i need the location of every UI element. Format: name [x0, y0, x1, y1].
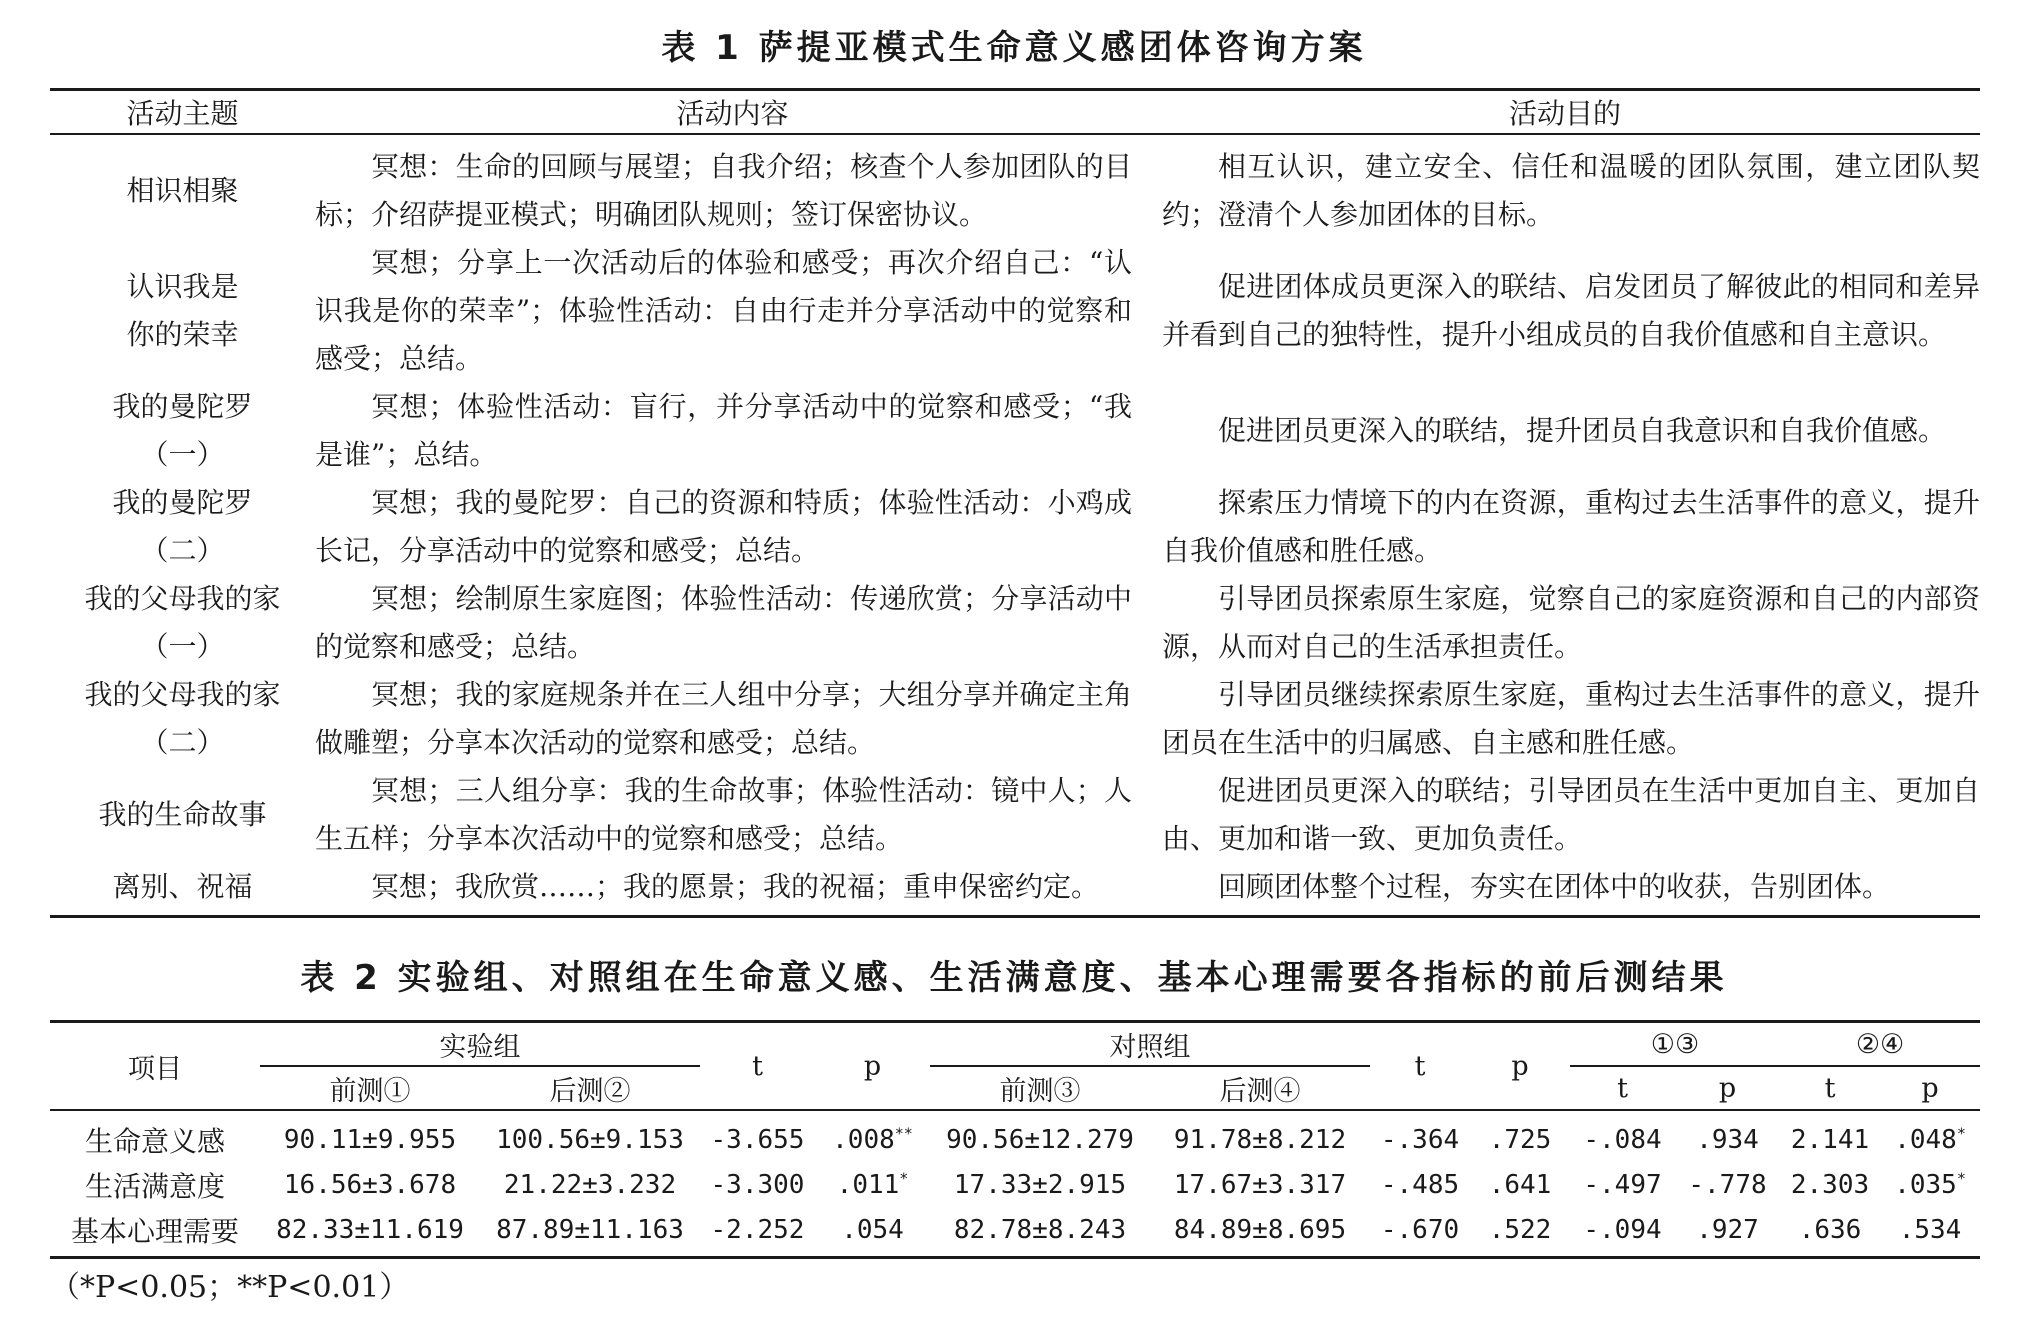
- header-experimental-group: 实验组: [260, 1022, 700, 1067]
- significance-note: （*P<0.05；**P<0.01）: [50, 1270, 410, 1305]
- table2-caption: 表 2 实验组、对照组在生命意义感、生活满意度、基本心理需要各指标的前后测结果: [300, 958, 1728, 998]
- pre-test-1: 82.33±11.619: [276, 1214, 464, 1245]
- p-compare-1-3: .934: [1696, 1124, 1759, 1155]
- activity-content: 冥想；绘制原生家庭图；体验性活动：传递欣赏；分享活动中的觉察和感受；总结。: [315, 582, 1132, 663]
- table1-row: [50, 575, 1980, 671]
- header-post-4: 后测④: [1150, 1066, 1370, 1110]
- post-test-4-cell: [1150, 1207, 1370, 1258]
- activity-goal: 探索压力情境下的内在资源，重构过去生活事件的意义，提升自我价值感和胜任感。: [1162, 486, 1980, 567]
- post-test-2: 87.89±11.163: [496, 1214, 684, 1245]
- activity-content: 冥想；我的曼陀罗：自己的资源和特质；体验性活动：小鸡成长记，分享活动中的觉察和感受；总结。: [315, 486, 1132, 567]
- item-label-cell: [50, 1207, 260, 1258]
- header-t-exp: t: [700, 1022, 815, 1111]
- header-t-13: t: [1570, 1066, 1675, 1110]
- header-p-13: p: [1675, 1066, 1780, 1110]
- post-test-4-cell: [1150, 1162, 1370, 1207]
- table1-row: [50, 239, 1980, 383]
- table1-caption: 表 1 萨提亚模式生命意义感团体咨询方案: [661, 28, 1367, 68]
- significance-mark: *: [1956, 1123, 1966, 1142]
- t-experimental-cell: [700, 1207, 815, 1258]
- pre-test-3: 82.78±8.243: [953, 1214, 1127, 1245]
- activity-theme-line: 我的生命故事: [98, 798, 267, 831]
- table2-row: [50, 1110, 1980, 1162]
- table1-row: [50, 671, 1980, 767]
- activity-theme-line: （一）: [140, 438, 225, 471]
- p-compare-2-4-cell: [1880, 1110, 1980, 1162]
- header-item: 项目: [50, 1022, 260, 1111]
- table2-row: [50, 1207, 1980, 1258]
- significance-mark: **: [894, 1123, 913, 1142]
- activity-goal: 促进团员更深入的联结，提升团员自我意识和自我价值感。: [1218, 414, 1947, 447]
- p-experimental-cell: [815, 1110, 930, 1162]
- p-compare-2-4-cell: [1880, 1207, 1980, 1258]
- header-t-24: t: [1780, 1066, 1880, 1110]
- table1-body: [50, 134, 1980, 917]
- activity-theme-line: 相识相聚: [126, 174, 239, 207]
- header-pre-3: 前测③: [930, 1066, 1150, 1110]
- activity-theme: [50, 671, 315, 767]
- t-control-cell: [1370, 1162, 1470, 1207]
- item-label-cell: [50, 1162, 260, 1207]
- p-control-cell: [1470, 1162, 1570, 1207]
- activity-content: 冥想；分享上一次活动后的体验和感受；再次介绍自己：“认识我是你的荣幸”；体验性活动：自由行走并分享活动中的觉察和感受；总结。: [315, 246, 1132, 375]
- header-compare-1-3: ①③: [1570, 1022, 1780, 1067]
- activity-content: 冥想；我的家庭规条并在三人组中分享；大组分享并确定主角做雕塑；分享本次活动的觉察和感受；总结。: [315, 678, 1132, 759]
- pre-test-1-cell: [260, 1110, 480, 1162]
- activity-goal: 引导团员继续探索原生家庭，重构过去生活事件的意义，提升团员在生活中的归属感、自主感和胜任感。: [1162, 678, 1980, 759]
- activity-theme: [50, 239, 315, 383]
- p-control: .725: [1488, 1124, 1552, 1155]
- item-label: 基本心理需要: [70, 1214, 239, 1248]
- post-test-2-cell: [480, 1110, 700, 1162]
- p-control: .641: [1488, 1169, 1552, 1200]
- activity-theme-line: （二）: [140, 534, 225, 567]
- t-experimental-cell: [700, 1110, 815, 1162]
- t-control: -.364: [1380, 1124, 1460, 1155]
- t-compare-1-3-cell: [1570, 1207, 1675, 1258]
- t-experimental: -2.252: [710, 1214, 805, 1245]
- activity-theme: [50, 767, 315, 863]
- item-label: 生活满意度: [84, 1169, 225, 1203]
- pre-test-1-cell: [260, 1162, 480, 1207]
- t-experimental: -3.300: [710, 1169, 805, 1200]
- p-compare-1-3: -.778: [1688, 1169, 1767, 1200]
- header-control-group: 对照组: [930, 1022, 1370, 1067]
- header-p-24: p: [1880, 1066, 1980, 1110]
- pre-test-3-cell: [930, 1207, 1150, 1258]
- p-experimental: .011: [836, 1169, 900, 1200]
- pre-test-1: 90.11±9.955: [283, 1124, 457, 1155]
- post-test-2: 21.22±3.232: [503, 1169, 677, 1200]
- activity-content: 冥想；我欣赏……；我的愿景；我的祝福；重申保密约定。: [315, 863, 1150, 917]
- t-compare-2-4-cell: [1780, 1110, 1880, 1162]
- header-pre-1: 前测①: [260, 1066, 480, 1110]
- activity-theme-line: 认识我是: [126, 270, 239, 303]
- post-test-2-cell: [480, 1207, 700, 1258]
- activity-goal: 促进团体成员更深入的联结、启发团员了解彼此的相同和差异并看到自己的独特性，提升小组成员的自我价值感和自主意识。: [1162, 270, 1980, 351]
- p-compare-2-4-cell: [1880, 1162, 1980, 1207]
- t-compare-1-3-cell: [1570, 1110, 1675, 1162]
- t-experimental: -3.655: [710, 1124, 805, 1155]
- header-p-ctrl: p: [1470, 1022, 1570, 1111]
- post-test-4-cell: [1150, 1110, 1370, 1162]
- activity-theme-line: 我的父母我的家: [84, 582, 281, 615]
- p-control: .522: [1488, 1214, 1552, 1245]
- p-compare-1-3-cell: [1675, 1110, 1780, 1162]
- t-control: -.670: [1380, 1214, 1460, 1245]
- table1-row: [50, 383, 1980, 479]
- activity-theme-line: 我的曼陀罗: [112, 390, 253, 423]
- p-experimental: .054: [841, 1214, 904, 1245]
- p-experimental-cell: [815, 1162, 930, 1207]
- table1-row: [50, 134, 1980, 239]
- t-experimental-cell: [700, 1162, 815, 1207]
- significance-mark: *: [899, 1168, 909, 1187]
- t-compare-1-3: -.084: [1583, 1124, 1662, 1155]
- table2-body: [50, 1110, 1980, 1258]
- p-compare-2-4: .035: [1894, 1169, 1957, 1200]
- activity-theme-line: 离别、祝福: [112, 870, 253, 903]
- activity-theme: [50, 134, 315, 239]
- activity-goal: 相互认识，建立安全、信任和温暖的团队氛围，建立团队契约；澄清个人参加团体的目标。: [1162, 150, 1980, 231]
- header-theme: 活动主题: [50, 90, 315, 135]
- header-content: 活动内容: [315, 90, 1150, 135]
- header-goal: 活动目的: [1150, 90, 1980, 135]
- table1-row: [50, 479, 1980, 575]
- table2-header-row-1: [50, 1022, 1980, 1067]
- p-compare-2-4: .048: [1894, 1124, 1957, 1155]
- table2-row: [50, 1162, 1980, 1207]
- pre-test-3-cell: [930, 1110, 1150, 1162]
- p-control-cell: [1470, 1207, 1570, 1258]
- activity-content: 冥想；三人组分享：我的生命故事；体验性活动：镜中人；人生五样；分享本次活动中的觉察和感受；总结。: [315, 774, 1132, 855]
- activity-theme: [50, 863, 315, 917]
- t-compare-1-3-cell: [1570, 1162, 1675, 1207]
- table1-header-row: [50, 90, 1980, 135]
- pre-test-1: 16.56±3.678: [283, 1169, 457, 1200]
- activity-goal: 引导团员探索原生家庭，觉察自己的家庭资源和自己的内部资源，从而对自己的生活承担责任。: [1162, 582, 1980, 663]
- activity-theme: [50, 575, 315, 671]
- header-p-exp: p: [815, 1022, 930, 1111]
- activity-plan-table: [50, 88, 1980, 918]
- results-table: [50, 1020, 1980, 1259]
- t-control-cell: [1370, 1207, 1470, 1258]
- pre-test-1-cell: [260, 1207, 480, 1258]
- activity-goal: 回顾团体整个过程，夯实在团体中的收获，告别团体。: [1150, 863, 1980, 917]
- post-test-4: 91.78±8.212: [1173, 1124, 1347, 1155]
- t-compare-2-4: .636: [1798, 1214, 1862, 1245]
- activity-theme-line: 你的荣幸: [126, 318, 239, 351]
- t-compare-2-4-cell: [1780, 1207, 1880, 1258]
- post-test-4: 84.89±8.695: [1173, 1214, 1347, 1245]
- p-experimental-cell: [815, 1207, 930, 1258]
- activity-theme-line: （一）: [140, 630, 225, 663]
- header-post-2: 后测②: [480, 1066, 700, 1110]
- p-compare-1-3: .927: [1696, 1214, 1759, 1245]
- header-t-ctrl: t: [1370, 1022, 1470, 1111]
- post-test-2-cell: [480, 1162, 700, 1207]
- table1-row: [50, 767, 1980, 863]
- item-label: 生命意义感: [84, 1124, 225, 1158]
- t-compare-1-3: -.094: [1583, 1214, 1662, 1245]
- pre-test-3: 90.56±12.279: [946, 1124, 1134, 1155]
- activity-theme-line: 我的父母我的家: [84, 678, 281, 711]
- p-control-cell: [1470, 1110, 1570, 1162]
- significance-mark: *: [1956, 1168, 1966, 1187]
- pre-test-3-cell: [930, 1162, 1150, 1207]
- activity-theme: [50, 479, 315, 575]
- t-compare-1-3: -.497: [1583, 1169, 1662, 1200]
- p-experimental: .008: [832, 1124, 895, 1155]
- pre-test-3: 17.33±2.915: [953, 1169, 1127, 1200]
- activity-content: 冥想；体验性活动：盲行，并分享活动中的觉察和感受；“我是谁”；总结。: [315, 390, 1132, 471]
- post-test-4: 17.67±3.317: [1173, 1169, 1347, 1200]
- activity-theme-line: （二）: [140, 726, 225, 759]
- t-compare-2-4-cell: [1780, 1162, 1880, 1207]
- activity-goal: 促进团员更深入的联结；引导团员在生活中更加自主、更加自由、更加和谐一致、更加负责任。: [1162, 774, 1980, 855]
- t-control-cell: [1370, 1110, 1470, 1162]
- p-compare-2-4: .534: [1898, 1214, 1962, 1245]
- p-compare-1-3-cell: [1675, 1162, 1780, 1207]
- post-test-2: 100.56±9.153: [496, 1124, 684, 1155]
- t-control: -.485: [1380, 1169, 1460, 1200]
- p-compare-1-3-cell: [1675, 1207, 1780, 1258]
- activity-theme-line: 我的曼陀罗: [112, 486, 253, 519]
- table2-header-row-2: [50, 1066, 1980, 1110]
- t-compare-2-4: 2.141: [1790, 1124, 1870, 1155]
- item-label-cell: [50, 1110, 260, 1162]
- t-compare-2-4: 2.303: [1790, 1169, 1870, 1200]
- header-compare-2-4: ②④: [1780, 1022, 1980, 1067]
- activity-theme: [50, 383, 315, 479]
- table1-row: [50, 863, 1980, 917]
- activity-content: 冥想：生命的回顾与展望；自我介绍；核查个人参加团队的目标；介绍萨提亚模式；明确团队规则；签订保密协议。: [315, 150, 1132, 231]
